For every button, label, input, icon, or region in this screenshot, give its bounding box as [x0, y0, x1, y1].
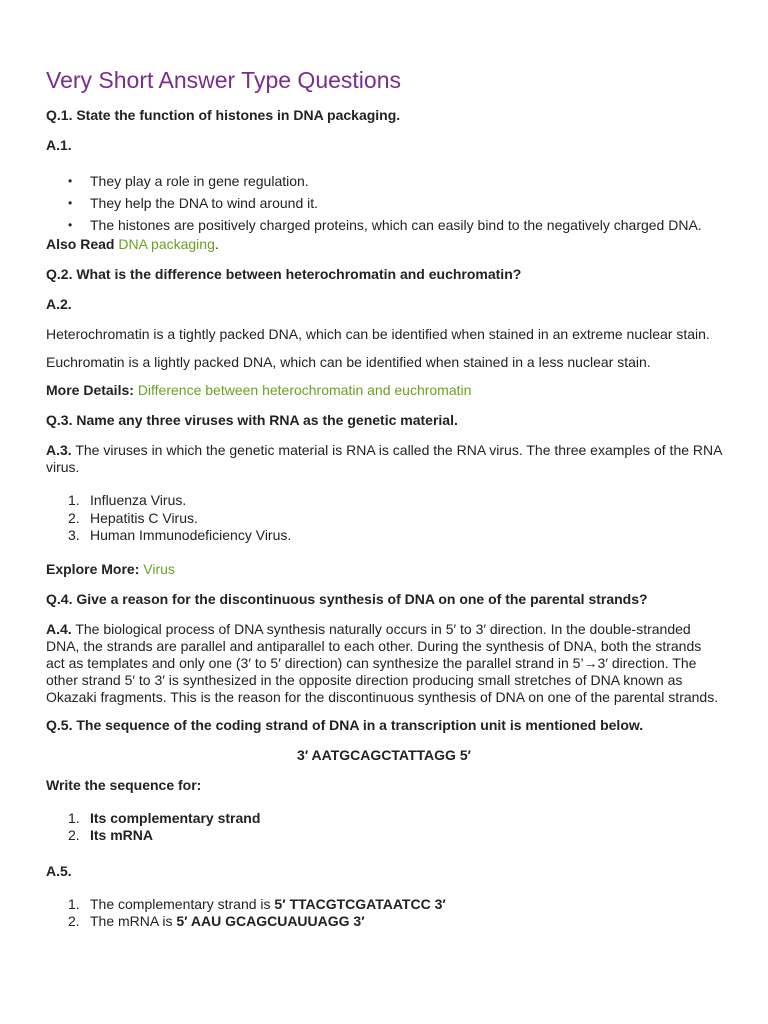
coding-sequence: 3′ AATGCAGCTATTAGG 5′ — [297, 746, 471, 763]
list-item: 1. Influenza Virus. — [68, 492, 187, 508]
list-item: 1. Its complementary strand — [68, 809, 261, 826]
answer-2-para-1: Heterochromatin is a tightly packed DNA, which can be identified when stained in an extreme nuclear stain. — [46, 326, 710, 342]
answer-4-text: The biological process of DNA synthesis naturally occurs in 5′ to 3′ direction. In the double-stranded DNA, the strands are parallel and antiparallel to each other. During the synthesis of DNA, both the strands act as templates and only one (3′ to 5′ direction) can synthesize the parallel strand in 5’→3′ direction. The other strand 5′ to 3′ is synthesized in the opposite direction producing small stretches of DNA known as Okazaki fragments. This is the reason for the discontinuous synthesis of DNA on one of the parental strands. — [46, 620, 719, 705]
also-read — [46, 236, 722, 253]
virus-link[interactable]: Virus — [143, 560, 175, 577]
more-details-label: More Details: — [46, 382, 134, 398]
list-item: • They play a role in gene regulation. — [46, 170, 722, 192]
answer-3-text: The viruses in which the genetic material is RNA is called the RNA virus. The three examples of the RNA virus. — [46, 442, 722, 475]
list-item: 2. The mRNA is 5′ AAU GCAGCUAUUAGG 3′ — [68, 913, 365, 929]
answer-1-label: A.1. — [46, 137, 72, 153]
question-2: Q.2. What is the difference between heterochromatin and euchromatin? — [46, 266, 522, 282]
answer-5-label: A.5. — [46, 862, 72, 879]
question-5: Q.5. The sequence of the coding strand of DNA in a transcription unit is mentioned below. — [46, 716, 644, 733]
question-3: Q.3. Name any three viruses with RNA as the genetic material. — [46, 412, 458, 428]
question-1: Q.1. State the function of histones in DNA packaging. — [46, 107, 401, 123]
heterochromatin-link[interactable]: Difference between heterochromatin and euchromatin — [137, 382, 472, 398]
answer-3-list — [46, 492, 722, 545]
page-title: Very Short Answer Type Questions — [46, 67, 401, 93]
answer-2-para-2: Euchromatin is a lightly packed DNA, which can be identified when stained in a less nuclear stain. — [46, 354, 651, 370]
answer-4 — [46, 621, 722, 706]
list-item: 2. Hepatitis C Virus. — [68, 509, 198, 526]
list-item: • They help the DNA to wind around it. — [46, 192, 722, 214]
answer-4-label: A.4. — [46, 620, 72, 637]
question-5-list — [46, 810, 722, 845]
question-4: Q.4. Give a reason for the discontinuous synthesis of DNA on one of the parental strands? — [46, 590, 648, 607]
answer-5-list — [46, 896, 722, 931]
answer-2-label: A.2. — [46, 296, 72, 312]
answer-3-label: A.3. — [46, 442, 72, 458]
also-read-period: . — [214, 236, 219, 252]
also-read-label: Also Read — [46, 236, 115, 252]
explore-more — [46, 561, 722, 578]
list-item: 2. Its mRNA — [68, 827, 154, 843]
dna-packaging-link[interactable]: DNA packaging — [118, 236, 215, 252]
explore-more-label: Explore More: — [46, 560, 140, 577]
answer-1-list — [46, 170, 722, 236]
list-item: 1. The complementary strand is 5′ TTACGTCGATAATCC 3′ — [68, 895, 446, 912]
more-details — [46, 382, 722, 399]
answer-3 — [46, 442, 722, 476]
list-item: 3. Human Immunodeficiency Virus. — [68, 527, 292, 543]
write-sequence-label: Write the sequence for: — [46, 776, 202, 793]
list-item: • The histones are positively charged proteins, which can easily bind to the negatively charged DNA. — [46, 214, 722, 236]
